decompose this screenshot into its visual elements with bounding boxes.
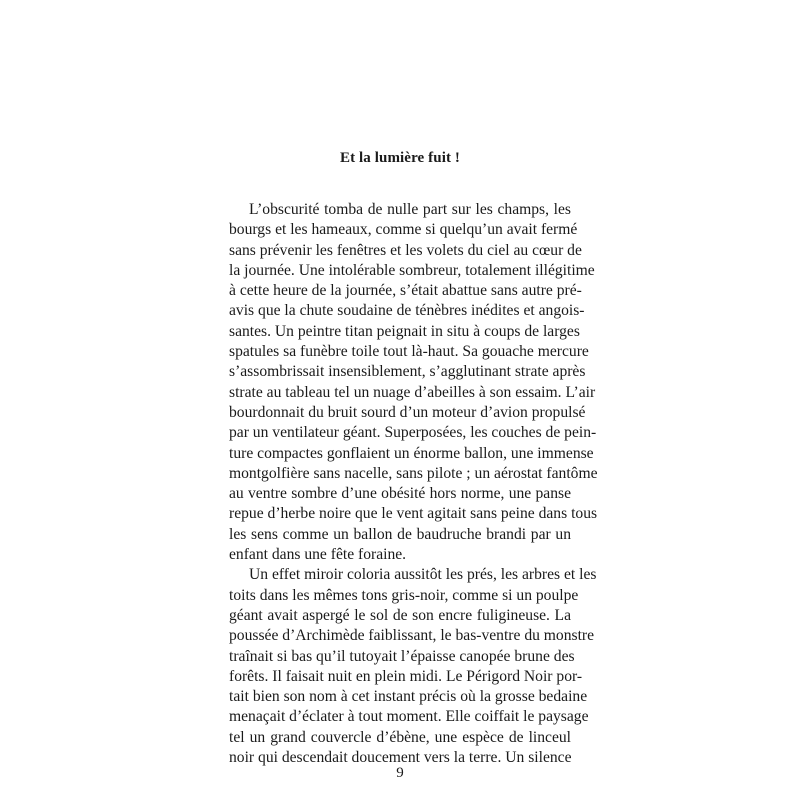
- page-number: 9: [396, 765, 404, 781]
- text-line: sans prévenir les fenêtres et les volets du ciel au cœur de: [229, 241, 582, 259]
- text-line: enfant dans une fête foraine.: [229, 546, 407, 564]
- text-line: repue d’herbe noire que le vent agitait sans peine dans tous: [229, 505, 598, 523]
- text-line: géant avait aspergé le sol de son encre fuligineuse. La: [229, 606, 571, 624]
- text-line: les sens comme un ballon de baudruche brandi par un: [229, 525, 571, 543]
- text-line: bourgs et les hameaux, comme si quelqu’un avait fermé: [229, 221, 578, 239]
- text-line: montgolfière sans nacelle, sans pilote ; un aérostat fantôme: [229, 464, 598, 482]
- text-line: strate au tableau tel un nuage d’abeilles à son essaim. L’air: [229, 383, 596, 401]
- text-line: poussée d’Archimède faiblissant, le bas-ventre du monstre: [229, 627, 595, 645]
- text-line: avis que la chute soudaine de ténèbres inédites et angois-: [229, 302, 585, 320]
- text-line: à cette heure de la journée, s’était abattue sans autre pré-: [229, 282, 582, 300]
- text-line: forêts. Il faisait nuit en plein midi. Le Périgord Noir por-: [229, 667, 583, 685]
- text-line: bourdonnait du bruit sourd d’un moteur d’avion propulsé: [229, 403, 586, 421]
- text-line: Un effet miroir coloria aussitôt les prés, les arbres et les: [249, 566, 597, 584]
- text-line: noir qui descendait doucement vers la terre. Un silence: [229, 749, 572, 767]
- text-line: s’assombrissait insensiblement, s’agglutinant strate après: [229, 363, 586, 381]
- text-line: toits dans les mêmes tons gris-noir, comme si un poulpe: [229, 586, 579, 604]
- text-line: la journée. Une intolérable sombreur, totalement illégitime: [229, 261, 595, 279]
- text-line: ture compactes gonflaient un énorme ballon, une immense: [229, 444, 594, 462]
- text-line: tait bien son nom à cet instant précis où la grosse bedaine: [229, 688, 588, 706]
- text-line: par un ventilateur géant. Superposées, les couches de pein-: [229, 424, 597, 442]
- text-line: traînait si bas qu’il tutoyait l’épaisse canopée brune des: [229, 647, 575, 665]
- text-line: santes. Un peintre titan peignait in situ à coups de larges: [229, 322, 580, 340]
- text-line: tel un grand couvercle d’ébène, une espèce de linceul: [229, 728, 571, 746]
- text-line: L’obscurité tomba de nulle part sur les champs, les: [249, 201, 571, 218]
- body-text: [229, 200, 598, 768]
- text-line: menaçait d’éclater à tout moment. Elle coiffait le paysage: [229, 708, 589, 726]
- chapter-title: Et la lumière fuit !: [339, 150, 461, 166]
- text-line: spatules sa funèbre toile tout là-haut. Sa gouache mercure: [229, 343, 589, 361]
- text-line: au ventre sombre d’une obésité hors norme, une panse: [229, 485, 571, 503]
